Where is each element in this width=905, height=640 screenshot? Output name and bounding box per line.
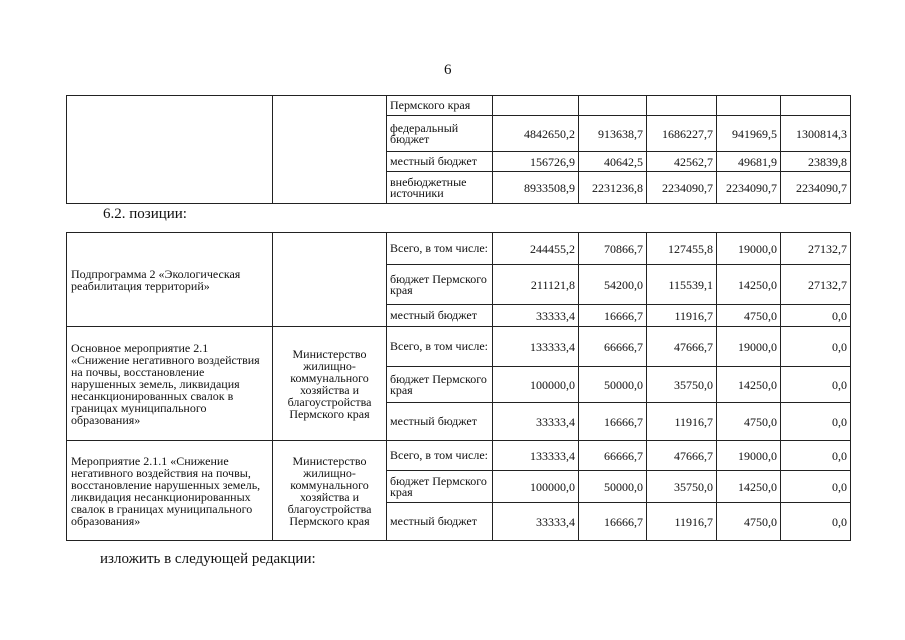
executor-cell: Министерство жилищно-коммунального хозяйства и благоустройства Пермского края	[273, 327, 387, 441]
value-cell: 4750,0	[717, 503, 781, 541]
value-cell: 4750,0	[717, 403, 781, 441]
value-cell: 33333,4	[493, 403, 579, 441]
value-cell: 16666,7	[579, 503, 647, 541]
value-cell: 47666,7	[647, 441, 717, 471]
value-cell: 115539,1	[647, 265, 717, 305]
source-cell: местный бюджет	[387, 152, 493, 172]
value-cell: 14250,0	[717, 265, 781, 305]
source-cell: Всего, в том числе:	[387, 441, 493, 471]
value-cell: 50000,0	[579, 471, 647, 503]
value-cell: 16666,7	[579, 403, 647, 441]
value-cell: 100000,0	[493, 367, 579, 403]
value-cell: 40642,5	[579, 152, 647, 172]
value-cell: 2231236,8	[579, 172, 647, 204]
table-row	[67, 327, 851, 367]
value-cell	[717, 96, 781, 116]
value-cell: 2234090,7	[781, 172, 851, 204]
value-cell: 66666,7	[579, 441, 647, 471]
value-cell: 33333,4	[493, 503, 579, 541]
value-cell: 913638,7	[579, 116, 647, 152]
value-cell: 8933508,9	[493, 172, 579, 204]
value-cell: 4750,0	[717, 305, 781, 327]
value-cell: 11916,7	[647, 503, 717, 541]
value-cell: 49681,9	[717, 152, 781, 172]
value-cell: 0,0	[781, 327, 851, 367]
name-cell	[67, 96, 273, 204]
value-cell	[781, 96, 851, 116]
value-cell: 23839,8	[781, 152, 851, 172]
source-cell: Пермского края	[387, 96, 493, 116]
executor-cell: Министерство жилищно-коммунального хозяйства и благоустройства Пермского края	[273, 441, 387, 541]
program-name-cell: Основное мероприятие 2.1 «Снижение негативного воздействия на почвы, восстановление нарушенных земель, ликвидация несанкционированных свалок в границах муниципального образования»	[67, 327, 273, 441]
value-cell: 11916,7	[647, 403, 717, 441]
value-cell: 14250,0	[717, 367, 781, 403]
source-cell: внебюджетные источники	[387, 172, 493, 204]
value-cell: 0,0	[781, 305, 851, 327]
table-row	[67, 441, 851, 471]
value-cell	[647, 96, 717, 116]
source-cell: местный бюджет	[387, 305, 493, 327]
funding-table-positions	[66, 232, 851, 541]
footer-text: изложить в следующей редакции:	[100, 551, 316, 567]
value-cell: 0,0	[781, 367, 851, 403]
value-cell: 127455,8	[647, 233, 717, 265]
value-cell	[579, 96, 647, 116]
value-cell: 14250,0	[717, 471, 781, 503]
value-cell: 35750,0	[647, 367, 717, 403]
value-cell: 4842650,2	[493, 116, 579, 152]
value-cell: 133333,4	[493, 327, 579, 367]
value-cell: 0,0	[781, 441, 851, 471]
table-row	[67, 96, 851, 116]
value-cell: 66666,7	[579, 327, 647, 367]
value-cell: 19000,0	[717, 327, 781, 367]
value-cell: 0,0	[781, 403, 851, 441]
value-cell: 47666,7	[647, 327, 717, 367]
executor-cell	[273, 96, 387, 204]
funding-table-continuation	[66, 95, 851, 204]
value-cell: 42562,7	[647, 152, 717, 172]
value-cell: 27132,7	[781, 233, 851, 265]
source-cell: местный бюджет	[387, 503, 493, 541]
value-cell: 50000,0	[579, 367, 647, 403]
value-cell: 1300814,3	[781, 116, 851, 152]
executor-cell	[273, 233, 387, 327]
value-cell: 19000,0	[717, 233, 781, 265]
value-cell: 133333,4	[493, 441, 579, 471]
table-row	[67, 233, 851, 265]
page-number: 6	[444, 62, 452, 78]
section-heading: 6.2. позиции:	[103, 206, 187, 222]
program-name-cell: Подпрограмма 2 «Экологическая реабилитация территорий»	[67, 233, 273, 327]
value-cell: 941969,5	[717, 116, 781, 152]
value-cell: 156726,9	[493, 152, 579, 172]
value-cell	[493, 96, 579, 116]
value-cell: 33333,4	[493, 305, 579, 327]
value-cell: 11916,7	[647, 305, 717, 327]
program-name-cell: Мероприятие 2.1.1 «Снижение негативного воздействия на почвы, восстановление нарушенных земель, ликвидация несанкционированных свалок в границах муниципального образования»	[67, 441, 273, 541]
value-cell: 19000,0	[717, 441, 781, 471]
source-cell: федеральный бюджет	[387, 116, 493, 152]
value-cell: 70866,7	[579, 233, 647, 265]
source-cell: местный бюджет	[387, 403, 493, 441]
value-cell: 2234090,7	[647, 172, 717, 204]
source-cell: Всего, в том числе:	[387, 233, 493, 265]
source-cell: бюджет Пермского края	[387, 471, 493, 503]
value-cell: 211121,8	[493, 265, 579, 305]
source-cell: бюджет Пермского края	[387, 265, 493, 305]
source-cell: бюджет Пермского края	[387, 367, 493, 403]
value-cell: 54200,0	[579, 265, 647, 305]
value-cell: 2234090,7	[717, 172, 781, 204]
value-cell: 35750,0	[647, 471, 717, 503]
value-cell: 1686227,7	[647, 116, 717, 152]
value-cell: 0,0	[781, 503, 851, 541]
value-cell: 16666,7	[579, 305, 647, 327]
source-cell: Всего, в том числе:	[387, 327, 493, 367]
value-cell: 244455,2	[493, 233, 579, 265]
value-cell: 100000,0	[493, 471, 579, 503]
value-cell: 27132,7	[781, 265, 851, 305]
value-cell: 0,0	[781, 471, 851, 503]
